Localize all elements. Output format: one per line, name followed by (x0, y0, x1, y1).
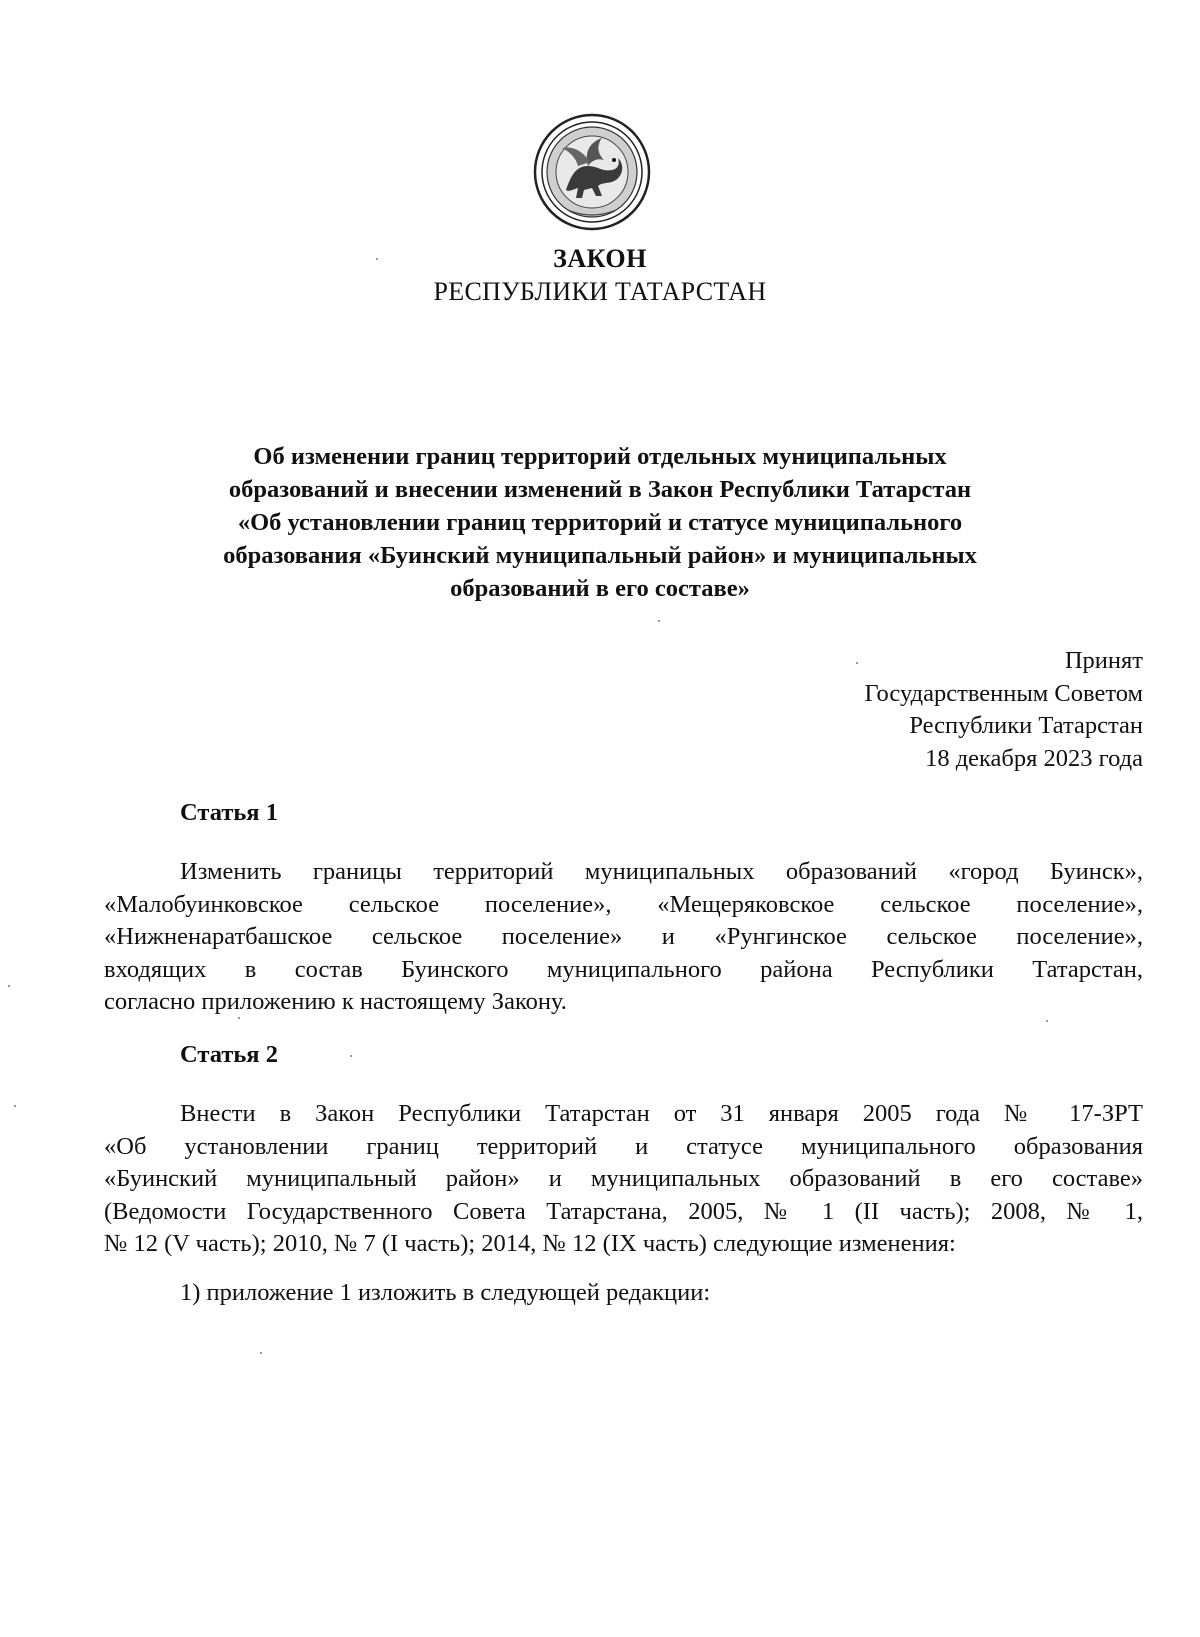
article-line: «Об установлении границ территорий и статусе муниципального образования (104, 1132, 1143, 1160)
title-line: образования «Буинский муниципальный район» и муниципальных (223, 542, 977, 569)
scan-speck (14, 1105, 16, 1107)
adoption-block (865, 645, 1143, 775)
scan-speck (856, 662, 858, 664)
article-line: Изменить границы территорий муниципальных образований «город Буинск», (180, 858, 1143, 885)
scan-speck (8, 985, 10, 987)
adoption-date: 18 декабря 2023 года (925, 744, 1143, 772)
title-line: «Об установлении границ территорий и статусе муниципального (237, 509, 963, 536)
scan-speck (350, 1055, 352, 1057)
scan-speck (658, 620, 660, 622)
scan-speck (238, 1017, 240, 1019)
article-line: № 12 (V часть); 2010, № 7 (I часть); 2014, № 12 (IX часть) следующие изменения: (104, 1230, 956, 1258)
law-title (150, 440, 1050, 605)
scan-speck (260, 1352, 262, 1354)
title-line: Об изменении границ территорий отдельных муниципальных (253, 443, 947, 470)
scan-speck (1046, 1020, 1048, 1022)
article-line: входящих в состав Буинского муниципального района Республики Татарстан, (104, 955, 1143, 983)
article-2-text (104, 1098, 1143, 1261)
republic-heading: РЕСПУБЛИКИ ТАТАРСТАН (433, 277, 767, 306)
article-line: Внести в Закон Республики Татарстан от 31 января 2005 года № 17-ЗРТ (180, 1100, 1143, 1127)
adoption-line: Государственным Советом (864, 679, 1143, 707)
article-line: согласно приложению к настоящему Закону. (104, 988, 567, 1016)
title-line: образований и внесении изменений в Закон Республики Татарстан (228, 476, 972, 503)
law-heading: ЗАКОН (553, 244, 647, 273)
article-line: «Малобуинковское сельское поселение», «Мещеряковское сельское поселение», (104, 890, 1143, 918)
tatarstan-coat-of-arms-icon (532, 112, 652, 232)
article-2-heading: Статья 2 (180, 1041, 278, 1068)
article-1-text (104, 856, 1143, 1019)
article-line: «Буинский муниципальный район» и муниципальных образований в его составе» (104, 1165, 1143, 1193)
article-2-item-1: 1) приложение 1 изложить в следующей редакции: (180, 1279, 711, 1306)
article-1-heading: Статья 1 (180, 799, 278, 826)
article-line: (Ведомости Государственного Совета Татарстана, 2005, № 1 (II часть); 2008, № 1, (104, 1197, 1143, 1225)
adoption-line: Республики Татарстан (909, 712, 1143, 739)
article-line: «Нижненаратбашское сельское поселение» и «Рунгинское сельское поселение», (104, 923, 1143, 951)
title-line: образований в его составе» (450, 575, 750, 602)
adoption-line: Принят (1064, 647, 1143, 674)
scan-speck (376, 258, 378, 260)
